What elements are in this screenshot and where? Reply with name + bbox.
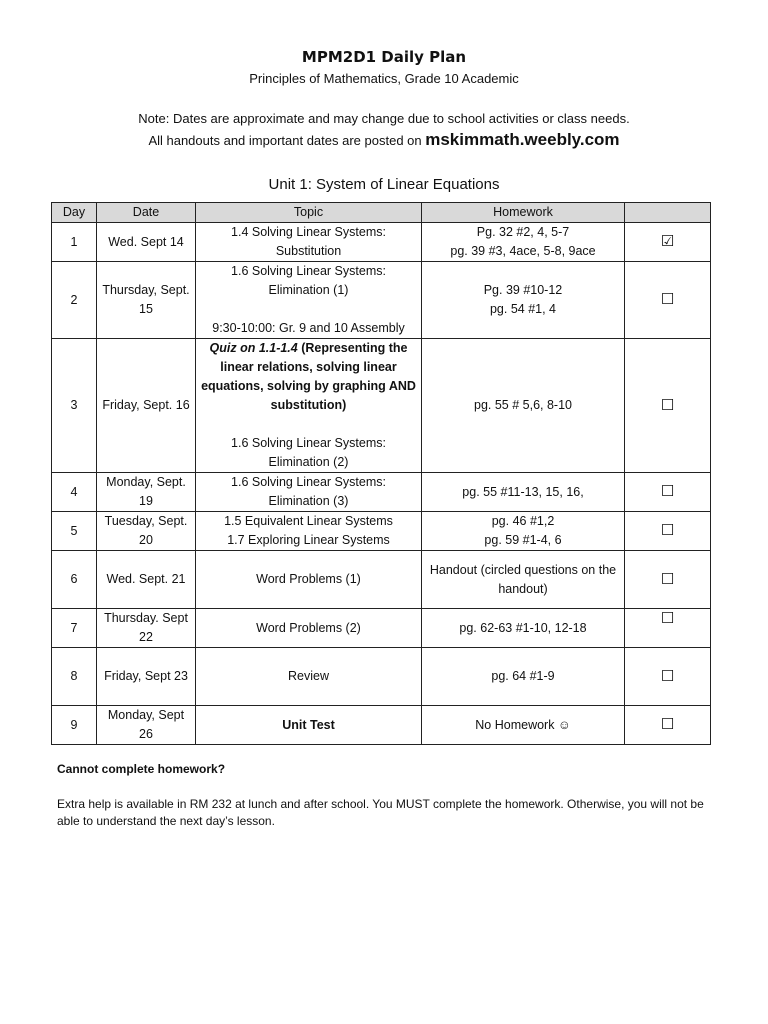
table-row (52, 551, 711, 609)
day-cell: 8 (52, 648, 97, 706)
homework-line: Pg. 32 #2, 4, 5-7 (476, 225, 570, 239)
topic-line: Elimination (3) (268, 494, 349, 508)
homework-line: pg. 55 #11-13, 15, 16, (462, 484, 584, 499)
topic-line: 1.7 Exploring Linear Systems (227, 533, 390, 547)
website-link[interactable]: mskimmath.weebly.com (425, 130, 620, 149)
topic-cell (196, 262, 422, 339)
topic-line: 1.6 Solving Linear Systems: (231, 264, 386, 278)
course-subtitle: Principles of Mathematics, Grade 10 Academic (249, 71, 519, 86)
topic-cell (196, 473, 422, 512)
topic-spacer (200, 300, 417, 319)
quiz-description (200, 339, 417, 415)
checkbox-icon[interactable]: ☐ (660, 569, 675, 588)
handout-prefix: All handouts and important dates are posted on (148, 133, 426, 148)
date-cell: Monday, Sept 26 (97, 706, 196, 745)
checkbox-icon[interactable]: ☐ (660, 521, 675, 539)
topic-line: Review (288, 669, 329, 683)
date-cell: Tuesday, Sept. 20 (97, 512, 196, 551)
topic-line: Substitution (275, 244, 342, 258)
homework-line: pg. 59 #1-4, 6 (484, 533, 562, 547)
column-header-topic: Topic (196, 203, 422, 223)
check-cell (625, 223, 711, 262)
homework-line: pg. 46 #1,2 (491, 514, 555, 528)
table-row (52, 609, 711, 648)
date-cell: Thursday. Sept 22 (97, 609, 196, 648)
table-row (52, 262, 711, 339)
topic-cell (196, 512, 422, 551)
homework-cell (422, 262, 625, 339)
topic-line: Elimination (2) (268, 455, 349, 469)
topic-line: 1.6 Solving Linear Systems: (231, 436, 386, 450)
checkbox-icon[interactable]: ☐ (660, 482, 675, 500)
topic-line: 9:30-10:00: Gr. 9 and 10 Assembly (212, 321, 405, 335)
homework-cell (422, 512, 625, 551)
topic-line: Word Problems (2) (256, 620, 361, 635)
checkbox-icon[interactable]: ☐ (660, 715, 675, 733)
check-cell (625, 551, 711, 609)
table-row (52, 706, 711, 745)
topic-line: Elimination (1) (268, 283, 349, 297)
day-cell: 1 (52, 223, 97, 262)
day-cell: 3 (52, 339, 97, 473)
homework-cell (422, 339, 625, 473)
day-cell: 9 (52, 706, 97, 745)
homework-line: pg. 64 #1-9 (491, 669, 555, 683)
column-header-homework: Homework (422, 203, 625, 223)
document-title: MPM2D1 Daily Plan (301, 48, 467, 66)
topic-line: Word Problems (1) (256, 572, 361, 586)
topic-cell (196, 609, 422, 648)
date-cell: Friday, Sept 23 (97, 648, 196, 706)
check-cell (625, 262, 711, 339)
table-row (52, 223, 711, 262)
day-cell: 2 (52, 262, 97, 339)
date-cell: Wed. Sept. 21 (97, 551, 196, 609)
homework-cell (422, 706, 625, 745)
column-header-date: Date (97, 203, 196, 223)
quiz-text: (Representing the linear relations, solving linear equations, solving by graphing AND substitution) (201, 341, 416, 412)
day-cell: 5 (52, 512, 97, 551)
topic-cell (196, 223, 422, 262)
topic-spacer (200, 415, 417, 434)
topic-cell (196, 648, 422, 706)
checkbox-icon[interactable]: ☐ (660, 290, 675, 308)
homework-cell (422, 223, 625, 262)
homework-help-question: Cannot complete homework? (57, 762, 226, 776)
homework-help-text: Extra help is available in RM 232 at lunch and after school. You MUST complete the homework. Otherwise, you will not be able to understand the next day’s lesson. (57, 797, 704, 828)
day-cell: 7 (52, 609, 97, 648)
daily-plan-table (51, 202, 711, 745)
homework-cell (422, 609, 625, 648)
homework-line: Pg. 39 #10-12 (483, 283, 563, 297)
homework-cell (422, 551, 625, 609)
homework-line: pg. 62-63 #1-10, 12-18 (459, 620, 587, 635)
homework-cell (422, 648, 625, 706)
table-row (52, 339, 711, 473)
check-cell (625, 512, 711, 551)
homework-line: Handout (circled questions on the handout) (429, 562, 617, 596)
checkbox-icon[interactable]: ☐ (660, 395, 675, 414)
topic-line: 1.5 Equivalent Linear Systems (224, 514, 393, 528)
table-header-row (52, 203, 711, 223)
checkbox-icon[interactable]: ☐ (660, 666, 675, 685)
date-cell: Friday, Sept. 16 (97, 339, 196, 473)
day-cell: 4 (52, 473, 97, 512)
checkbox-checked-icon[interactable]: ☑ (660, 232, 675, 250)
day-cell: 6 (52, 551, 97, 609)
quiz-label: Quiz on 1.1-1.4 (209, 341, 298, 355)
topic-cell (196, 706, 422, 745)
checkbox-icon[interactable]: ☐ (660, 609, 675, 627)
homework-cell (422, 473, 625, 512)
dates-note: Note: Dates are approximate and may change due to school activities or class needs. (138, 111, 630, 126)
topic-line: Unit Test (282, 717, 335, 732)
column-header-check (625, 203, 711, 223)
homework-line: No Homework ☺ (475, 717, 571, 732)
homework-line: pg. 39 #3, 4ace, 5-8, 9ace (450, 244, 596, 258)
table-row (52, 512, 711, 551)
homework-line: pg. 55 # 5,6, 8-10 (474, 398, 572, 412)
date-cell: Monday, Sept. 19 (97, 473, 196, 512)
handout-line (0, 130, 768, 150)
topic-cell (196, 551, 422, 609)
check-cell (625, 706, 711, 745)
topic-line: 1.6 Solving Linear Systems: (231, 475, 386, 489)
homework-line: pg. 54 #1, 4 (489, 302, 557, 316)
table-row (52, 648, 711, 706)
date-cell: Thursday, Sept. 15 (97, 262, 196, 339)
check-cell (625, 609, 711, 648)
topic-line: 1.4 Solving Linear Systems: (231, 225, 386, 239)
table-row (52, 473, 711, 512)
unit-title: Unit 1: System of Linear Equations (268, 176, 500, 193)
column-header-day: Day (52, 203, 97, 223)
date-cell: Wed. Sept 14 (97, 223, 196, 262)
check-cell (625, 648, 711, 706)
topic-cell (196, 339, 422, 473)
check-cell (625, 339, 711, 473)
check-cell (625, 473, 711, 512)
